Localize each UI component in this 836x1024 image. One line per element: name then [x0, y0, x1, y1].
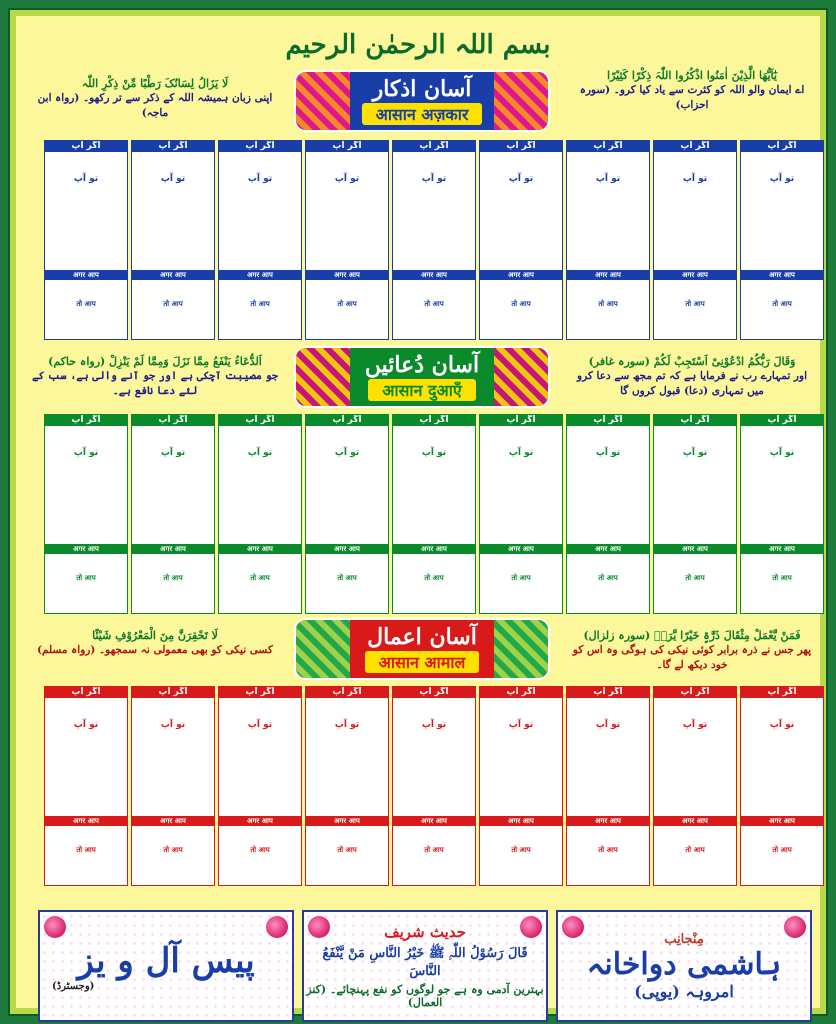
card-then-label-hindi: तो आप: [76, 574, 96, 582]
card-answer: [219, 731, 301, 816]
card-if-header: اگر آپ: [219, 141, 301, 152]
card-answer-hindi: [654, 583, 736, 613]
card-answer-hindi: [132, 309, 214, 339]
banner-ornament-left: [296, 72, 350, 130]
banner-ornament-right: [494, 72, 548, 130]
card-answer-hindi: [741, 583, 823, 613]
card-question: [219, 698, 301, 720]
card-question-hindi: [741, 280, 823, 300]
card-then-label-hindi: तो आप: [772, 300, 792, 308]
aamal-title-urdu: آسان اعمال: [367, 623, 477, 650]
banner-ornament-left: [296, 348, 350, 406]
mid-left-arabic: اَلدُّعَاءُ یَنْفَعُ مِمَّا نَزَلَ وَمِمَّا لَمْ یَنْزِلْ (رواہ حاکم): [48, 355, 262, 368]
card-then-label-hindi: तो आप: [424, 846, 444, 854]
card-if-header-hindi: अगर आप: [306, 816, 388, 826]
card-answer-hindi: [393, 309, 475, 339]
card-if-header: اگر آپ: [306, 141, 388, 152]
info-card: [479, 686, 563, 886]
card-then-label-hindi: तो आप: [685, 300, 705, 308]
duain-title-hindi: आसान दुआएँ: [368, 379, 475, 401]
card-answer-hindi: [393, 583, 475, 613]
card-question: [393, 698, 475, 720]
card-if-header: اگر آپ: [132, 415, 214, 426]
info-card: [131, 140, 215, 340]
card-then-label-hindi: तो आप: [337, 846, 357, 854]
card-if-header: اگر آپ: [480, 415, 562, 426]
card-then-label: تو آپ: [73, 720, 99, 730]
card-then-label-hindi: तो आप: [598, 300, 618, 308]
card-question-hindi: [393, 280, 475, 300]
card-then-label-hindi: तो आप: [511, 574, 531, 582]
card-if-header: اگر آپ: [654, 141, 736, 152]
card-then-label: تو آپ: [73, 174, 99, 184]
card-then-label-hindi: तो आप: [424, 574, 444, 582]
top-left-arabic: لَا یَزَالُ لِسَانُکَ رَطْبًا مِّنْ ذِکْرِ اللّٰہ: [81, 77, 229, 90]
card-question-hindi: [219, 554, 301, 574]
card-if-header-hindi: अगर आप: [219, 544, 301, 554]
card-question-hindi: [45, 280, 127, 300]
azkar-grid: [44, 140, 824, 340]
card-then-label: تو آپ: [247, 448, 273, 458]
card-answer-hindi: [45, 583, 127, 613]
card-if-header-hindi: अगर आप: [741, 816, 823, 826]
card-if-header: اگر آپ: [45, 141, 127, 152]
card-then-label-hindi: तो आप: [685, 574, 705, 582]
info-card: [305, 414, 389, 614]
card-answer-hindi: [45, 309, 127, 339]
azkar-title-urdu: آسان اذکار: [372, 75, 472, 102]
card-question: [567, 426, 649, 448]
card-then-label-hindi: तो आप: [76, 300, 96, 308]
card-if-header-hindi: अगर आप: [654, 816, 736, 826]
info-card: [131, 414, 215, 614]
card-question-hindi: [654, 280, 736, 300]
card-then-label: تو آپ: [247, 174, 273, 184]
card-if-header-hindi: अगर आप: [393, 816, 475, 826]
card-answer: [654, 459, 736, 544]
top-right-arabic: یٰٓاَیُّھَا الَّذِیْنَ اٰمَنُوا اذْکُرُوا اللّٰہَ ذِکْرًا کَثِیْرًا: [607, 69, 777, 82]
card-if-header: اگر آپ: [393, 687, 475, 698]
card-question-hindi: [219, 280, 301, 300]
aamal-banner: [294, 618, 550, 680]
info-card: [740, 414, 824, 614]
sponsor-name: ہاشمی دواخانہ: [586, 946, 782, 982]
aamal-title-hindi: आसान आमाल: [365, 651, 480, 673]
card-question-hindi: [741, 826, 823, 846]
info-card: [740, 140, 824, 340]
rose-icon: [266, 916, 288, 938]
card-then-label: تو آپ: [769, 174, 795, 184]
card-if-header-hindi: अगर आप: [132, 544, 214, 554]
card-question: [654, 426, 736, 448]
card-then-label-hindi: तो आप: [598, 846, 618, 854]
info-card: [653, 140, 737, 340]
card-if-header: اگر آپ: [393, 415, 475, 426]
card-if-header-hindi: अगर आप: [219, 816, 301, 826]
card-question: [393, 426, 475, 448]
info-card: [392, 140, 476, 340]
card-if-header: اگر آپ: [132, 141, 214, 152]
card-question-hindi: [480, 554, 562, 574]
card-answer-hindi: [567, 583, 649, 613]
card-question: [45, 698, 127, 720]
card-answer: [393, 185, 475, 270]
card-question-hindi: [567, 554, 649, 574]
card-then-label: تو آپ: [421, 720, 447, 730]
card-if-header: اگر آپ: [306, 687, 388, 698]
info-card: [479, 414, 563, 614]
card-answer: [480, 459, 562, 544]
card-question: [741, 698, 823, 720]
card-if-header-hindi: अगर आप: [45, 816, 127, 826]
low-left-arabic: لَا تَحْقِرَنَّ مِنَ الْمَعْرُوْفِ شَیْئًا: [92, 629, 218, 642]
card-then-label: تو آپ: [682, 720, 708, 730]
card-answer-hindi: [654, 309, 736, 339]
card-answer: [741, 731, 823, 816]
low-left-urdu: کسی نیکی کو بھی معمولی نہ سمجھو۔ (رواہ مسلم): [37, 644, 273, 657]
card-then-label-hindi: तो आप: [337, 574, 357, 582]
card-then-label: تو آپ: [73, 448, 99, 458]
card-then-label: تو آپ: [508, 448, 534, 458]
card-answer: [306, 185, 388, 270]
card-if-header: اگر آپ: [45, 415, 127, 426]
card-then-label-hindi: तो आप: [772, 574, 792, 582]
card-if-header: اگر آپ: [567, 415, 649, 426]
card-question-hindi: [132, 280, 214, 300]
info-card: [566, 414, 650, 614]
card-if-header-hindi: अगर आप: [567, 270, 649, 280]
top-right-urdu: اے ایمان والو اللہ کو کثرت سے یاد کیا کرو۔ (سورہ احزاب): [579, 84, 805, 112]
card-answer-hindi: [132, 583, 214, 613]
card-if-header-hindi: अगर आप: [393, 544, 475, 554]
card-if-header-hindi: अगर आप: [393, 270, 475, 280]
card-then-label: تو آپ: [682, 174, 708, 184]
card-answer: [741, 185, 823, 270]
card-if-header-hindi: अगर आप: [45, 270, 127, 280]
card-answer-hindi: [306, 583, 388, 613]
info-card: [305, 140, 389, 340]
duain-title-urdu: آسان دُعائیں: [364, 351, 480, 378]
card-answer: [45, 185, 127, 270]
card-if-header: اگر آپ: [567, 141, 649, 152]
card-question-hindi: [45, 826, 127, 846]
card-answer-hindi: [45, 855, 127, 885]
card-answer: [654, 731, 736, 816]
info-card: [218, 414, 302, 614]
info-card: [44, 140, 128, 340]
card-if-header-hindi: अगर आप: [132, 816, 214, 826]
publisher-box: [38, 910, 294, 1022]
info-card: [479, 140, 563, 340]
card-question: [132, 426, 214, 448]
card-if-header: اگر آپ: [132, 687, 214, 698]
card-question: [480, 426, 562, 448]
low-right-verse: [572, 628, 812, 673]
card-then-label-hindi: तो आप: [76, 846, 96, 854]
card-then-label: تو آپ: [595, 720, 621, 730]
card-question-hindi: [567, 826, 649, 846]
card-then-label-hindi: तो आप: [424, 300, 444, 308]
card-answer-hindi: [306, 309, 388, 339]
info-card: [653, 414, 737, 614]
card-if-header-hindi: अगर आप: [219, 270, 301, 280]
card-then-label: تو آپ: [769, 720, 795, 730]
info-card: [44, 414, 128, 614]
publisher-reg: (وجسٹرڈ): [52, 980, 95, 992]
card-question: [480, 698, 562, 720]
card-if-header-hindi: अगर आप: [132, 270, 214, 280]
mid-right-verse: [572, 354, 812, 399]
info-card: [566, 140, 650, 340]
card-then-label: تو آپ: [334, 720, 360, 730]
card-question: [45, 152, 127, 174]
card-if-header: اگر آپ: [480, 687, 562, 698]
card-if-header-hindi: अगर आप: [480, 544, 562, 554]
low-left-hadith: [30, 628, 280, 658]
card-answer-hindi: [306, 855, 388, 885]
top-left-hadith: [30, 76, 280, 121]
card-if-header: اگر آپ: [654, 415, 736, 426]
card-answer: [306, 459, 388, 544]
card-then-label: تو آپ: [682, 448, 708, 458]
card-answer: [393, 459, 475, 544]
card-answer-hindi: [654, 855, 736, 885]
aamal-grid: [44, 686, 824, 886]
card-then-label-hindi: तो आप: [250, 846, 270, 854]
card-then-label-hindi: तो आप: [163, 300, 183, 308]
card-question-hindi: [567, 280, 649, 300]
card-question: [306, 152, 388, 174]
card-question: [567, 698, 649, 720]
hadith-arabic: قَالَ رَسُوْلُ اللّٰہِ ﷺ خَیْرُ النَّاسِ مَنْ یَّنْفَعُ النَّاسَ: [322, 946, 528, 979]
card-then-label: تو آپ: [160, 720, 186, 730]
card-question: [741, 426, 823, 448]
card-answer-hindi: [741, 309, 823, 339]
card-answer: [132, 731, 214, 816]
card-if-header: اگر آپ: [480, 141, 562, 152]
card-then-label: تو آپ: [595, 448, 621, 458]
hadith-box: [302, 910, 548, 1022]
card-if-header: اگر آپ: [219, 415, 301, 426]
card-answer: [306, 731, 388, 816]
card-answer-hindi: [480, 583, 562, 613]
card-answer-hindi: [567, 855, 649, 885]
low-right-urdu: پھر جس نے ذرہ برابر کوئی نیکی کی ہوگی وہ اس کو خود دیکھ لے گا۔: [572, 644, 812, 672]
card-then-label-hindi: तो आप: [685, 846, 705, 854]
card-answer-hindi: [219, 309, 301, 339]
azkar-title-hindi: आसान अज़कार: [362, 103, 483, 125]
card-if-header: اگر آپ: [741, 141, 823, 152]
info-card: [44, 686, 128, 886]
card-answer: [567, 459, 649, 544]
card-question-hindi: [654, 554, 736, 574]
card-answer-hindi: [132, 855, 214, 885]
card-question-hindi: [306, 280, 388, 300]
card-question: [393, 152, 475, 174]
card-if-header: اگر آپ: [741, 415, 823, 426]
hadith-title: حدیث شریف: [384, 923, 466, 941]
card-answer: [741, 459, 823, 544]
card-question-hindi: [219, 826, 301, 846]
card-then-label: تو آپ: [508, 720, 534, 730]
card-answer: [567, 731, 649, 816]
card-question-hindi: [480, 826, 562, 846]
card-question-hindi: [306, 554, 388, 574]
card-answer: [654, 185, 736, 270]
card-then-label: تو آپ: [595, 174, 621, 184]
card-answer: [45, 731, 127, 816]
card-answer: [480, 185, 562, 270]
card-then-label: تو آپ: [334, 448, 360, 458]
azkar-banner: [294, 70, 550, 132]
card-answer: [132, 185, 214, 270]
card-question-hindi: [741, 554, 823, 574]
card-then-label-hindi: तो आप: [337, 300, 357, 308]
info-card: [305, 686, 389, 886]
card-then-label: تو آپ: [769, 448, 795, 458]
card-answer-hindi: [741, 855, 823, 885]
bismillah-heading: بسم اللہ الرحمٰن الرحیم: [285, 30, 551, 60]
banner-ornament-right: [494, 620, 548, 678]
card-question: [654, 152, 736, 174]
card-question-hindi: [306, 826, 388, 846]
card-then-label: تو آپ: [247, 720, 273, 730]
card-then-label-hindi: तो आप: [163, 846, 183, 854]
card-question-hindi: [132, 826, 214, 846]
card-question: [306, 698, 388, 720]
card-then-label: تو آپ: [160, 448, 186, 458]
rose-icon: [520, 916, 542, 938]
card-question: [45, 426, 127, 448]
card-if-header: اگر آپ: [393, 141, 475, 152]
card-question-hindi: [480, 280, 562, 300]
info-card: [653, 686, 737, 886]
card-question: [132, 698, 214, 720]
banner-ornament-right: [494, 348, 548, 406]
rose-icon: [784, 916, 806, 938]
card-if-header: اگر آپ: [45, 687, 127, 698]
card-if-header: اگر آپ: [741, 687, 823, 698]
card-question: [741, 152, 823, 174]
card-answer: [219, 459, 301, 544]
info-card: [218, 140, 302, 340]
card-answer-hindi: [219, 583, 301, 613]
card-if-header-hindi: अगर आप: [741, 270, 823, 280]
card-question: [219, 426, 301, 448]
card-answer-hindi: [393, 855, 475, 885]
card-if-header-hindi: अगर आप: [654, 544, 736, 554]
mid-left-hadith: [30, 354, 280, 399]
card-answer: [567, 185, 649, 270]
card-if-header-hindi: अगर आप: [45, 544, 127, 554]
card-question: [567, 152, 649, 174]
publisher-name: پیس آل و یز: [77, 940, 255, 981]
card-answer-hindi: [567, 309, 649, 339]
card-if-header-hindi: अगर आप: [480, 270, 562, 280]
card-then-label-hindi: तो आप: [250, 300, 270, 308]
card-if-header-hindi: अगर आप: [480, 816, 562, 826]
rose-icon: [308, 916, 330, 938]
card-if-header-hindi: अगर आप: [306, 270, 388, 280]
info-card: [392, 686, 476, 886]
duain-banner: [294, 346, 550, 408]
card-if-header-hindi: अगर आप: [741, 544, 823, 554]
card-if-header: اگر آپ: [654, 687, 736, 698]
card-then-label-hindi: तो आप: [250, 574, 270, 582]
top-left-urdu: اپنی زبان ہمیشہ اللہ کے ذکر سے تر رکھو۔ (رواہ ابن ماجہ): [37, 92, 273, 120]
card-if-header: اگر آپ: [219, 687, 301, 698]
card-question: [219, 152, 301, 174]
card-answer: [132, 459, 214, 544]
card-then-label: تو آپ: [421, 448, 447, 458]
card-question-hindi: [654, 826, 736, 846]
info-card: [740, 686, 824, 886]
card-answer: [480, 731, 562, 816]
card-answer-hindi: [480, 855, 562, 885]
card-then-label-hindi: तो आप: [598, 574, 618, 582]
card-answer-hindi: [219, 855, 301, 885]
card-if-header-hindi: अगर आप: [567, 816, 649, 826]
sponsor-place: امروہہ (یوپی): [634, 981, 734, 1001]
card-if-header: اگر آپ: [567, 687, 649, 698]
card-question-hindi: [393, 554, 475, 574]
card-answer-hindi: [480, 309, 562, 339]
mid-right-urdu: اور تمہارے رب نے فرمایا ہے کہ تم مجھ سے دعا کرو میں تمہاری (دعا) قبول کروں گا: [577, 370, 807, 398]
top-right-verse: [572, 68, 812, 113]
card-question: [480, 152, 562, 174]
mid-right-arabic: وَقَالَ رَبُّکُمُ ادْعُوْنِیْ اَسْتَجِبْ لَکُمْ (سورہ غافر): [588, 355, 796, 368]
card-if-header: اگر آپ: [306, 415, 388, 426]
card-then-label-hindi: तो आप: [511, 300, 531, 308]
card-if-header-hindi: अगर आप: [567, 544, 649, 554]
card-answer: [219, 185, 301, 270]
card-then-label: تو آپ: [421, 174, 447, 184]
card-then-label-hindi: तो आप: [511, 846, 531, 854]
info-card: [218, 686, 302, 886]
card-if-header-hindi: अगर आप: [306, 544, 388, 554]
card-answer: [45, 459, 127, 544]
card-question: [132, 152, 214, 174]
hadith-urdu: بہترین آدمی وہ ہے جو لوگوں کو نفع پہنچائے۔ (کنز العمال): [306, 983, 544, 1009]
card-question: [654, 698, 736, 720]
info-card: [392, 414, 476, 614]
card-if-header-hindi: अगर आप: [654, 270, 736, 280]
info-card: [566, 686, 650, 886]
low-right-arabic: فَمَنْ یَّعْمَلْ مِثْقَالَ ذَرَّۃٍ خَیْرًا یَّرَہٗ (سورہ زلزال): [583, 629, 801, 642]
card-question-hindi: [393, 826, 475, 846]
poster-frame: [10, 10, 826, 1014]
card-question: [306, 426, 388, 448]
rose-icon: [562, 916, 584, 938]
rose-icon: [44, 916, 66, 938]
mid-left-urdu: جو مصیبت آچکی ہے اور جو آنے والی ہے، سب کے لئے دعا نافع ہے۔: [32, 370, 278, 398]
card-then-label: تو آپ: [334, 174, 360, 184]
card-then-label-hindi: तो आप: [163, 574, 183, 582]
sponsor-from: مِنْجانِب: [664, 931, 704, 947]
card-answer: [393, 731, 475, 816]
card-question-hindi: [132, 554, 214, 574]
card-question-hindi: [45, 554, 127, 574]
info-card: [131, 686, 215, 886]
duain-grid: [44, 414, 824, 614]
sponsor-box: [556, 910, 812, 1022]
card-then-label: تو آپ: [160, 174, 186, 184]
card-then-label: تو آپ: [508, 174, 534, 184]
banner-ornament-left: [296, 620, 350, 678]
card-then-label-hindi: तो आप: [772, 846, 792, 854]
